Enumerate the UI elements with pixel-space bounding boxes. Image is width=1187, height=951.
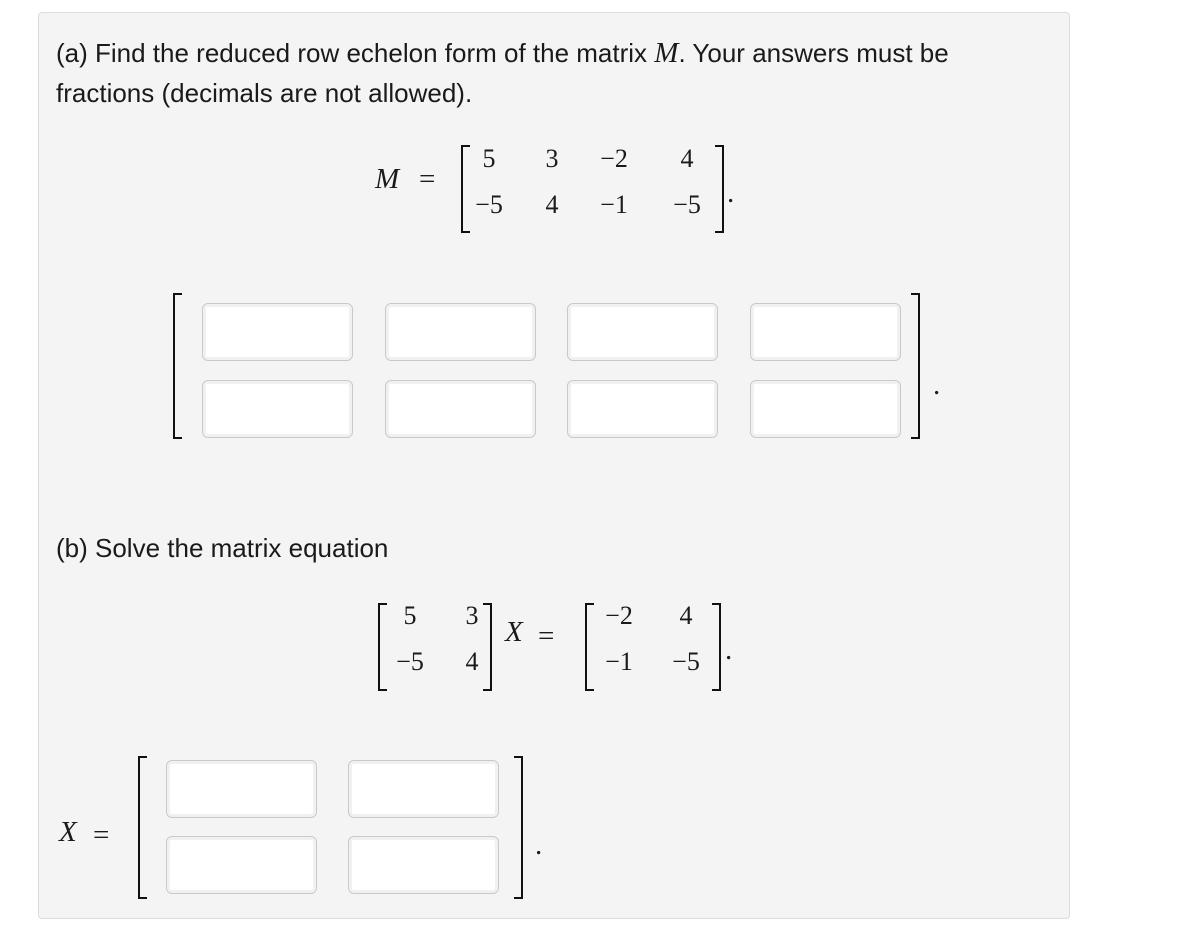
matrix-b-cell: 4 bbox=[679, 601, 693, 630]
rref-input-r2c3[interactable] bbox=[567, 380, 718, 438]
matrix-m-cell: −5 bbox=[475, 190, 503, 219]
rref-right-bracket bbox=[911, 293, 920, 439]
rref-input-r1c3[interactable] bbox=[567, 303, 718, 361]
solution-input-r2c2[interactable] bbox=[348, 836, 499, 894]
matrix-m-period: . bbox=[727, 177, 735, 209]
matrix-b-right-bracket bbox=[712, 603, 721, 691]
matrix-b-cell: −1 bbox=[605, 647, 633, 676]
matrix-m-cell: 5 bbox=[482, 144, 496, 173]
matrix-m-equals: = bbox=[419, 163, 436, 195]
matrix-m-cell: −2 bbox=[600, 144, 628, 173]
matrix-m-cell: −1 bbox=[600, 190, 628, 219]
solution-input-r1c1[interactable] bbox=[166, 760, 317, 818]
matrix-a-right-bracket bbox=[483, 603, 492, 691]
matrix-m-cell: 4 bbox=[545, 190, 559, 219]
solution-period: . bbox=[535, 829, 543, 861]
matrix-m-cell: 3 bbox=[545, 144, 559, 173]
part-a-prompt-line2: fractions (decimals are not allowed). bbox=[56, 78, 473, 108]
question-panel bbox=[38, 12, 1070, 919]
matrix-a-cell: 5 bbox=[403, 601, 417, 630]
part-a-prompt-text: (a) Find the reduced row echelon form of the matrix bbox=[56, 38, 648, 68]
matrix-m-cell: −5 bbox=[673, 190, 701, 219]
equation-equals: = bbox=[538, 620, 555, 652]
matrix-m-cell: 4 bbox=[680, 144, 694, 173]
equation-period: . bbox=[725, 634, 733, 666]
matrix-b-cell: −2 bbox=[605, 601, 633, 630]
part-a-prompt-text-end: . Your answers must be bbox=[678, 38, 949, 68]
part-a-prompt-var: M bbox=[654, 37, 679, 69]
matrix-a-cell: −5 bbox=[396, 647, 424, 676]
rref-input-r2c1[interactable] bbox=[202, 380, 353, 438]
rref-input-r1c2[interactable] bbox=[385, 303, 536, 361]
rref-input-r1c1[interactable] bbox=[202, 303, 353, 361]
solution-left-bracket bbox=[138, 756, 147, 899]
matrix-m-label: M bbox=[375, 163, 400, 195]
rref-left-bracket bbox=[173, 293, 182, 439]
matrix-a-cell: 3 bbox=[465, 601, 479, 630]
part-a-prompt bbox=[56, 33, 1056, 113]
solution-x-label: X bbox=[59, 816, 77, 848]
rref-input-r2c4[interactable] bbox=[750, 380, 901, 438]
part-b-prompt: (b) Solve the matrix equation bbox=[56, 533, 389, 563]
solution-input-r2c1[interactable] bbox=[166, 836, 317, 894]
solution-right-bracket bbox=[514, 756, 523, 899]
matrix-m-right-bracket bbox=[715, 145, 724, 233]
equation-x-label: X bbox=[505, 616, 523, 648]
matrix-a-cell: 4 bbox=[465, 647, 479, 676]
rref-input-r1c4[interactable] bbox=[750, 303, 901, 361]
rref-period: . bbox=[933, 369, 941, 401]
solution-input-r1c2[interactable] bbox=[348, 760, 499, 818]
rref-input-r2c2[interactable] bbox=[385, 380, 536, 438]
matrix-b-cell: −5 bbox=[672, 647, 700, 676]
solution-equals: = bbox=[93, 819, 110, 851]
